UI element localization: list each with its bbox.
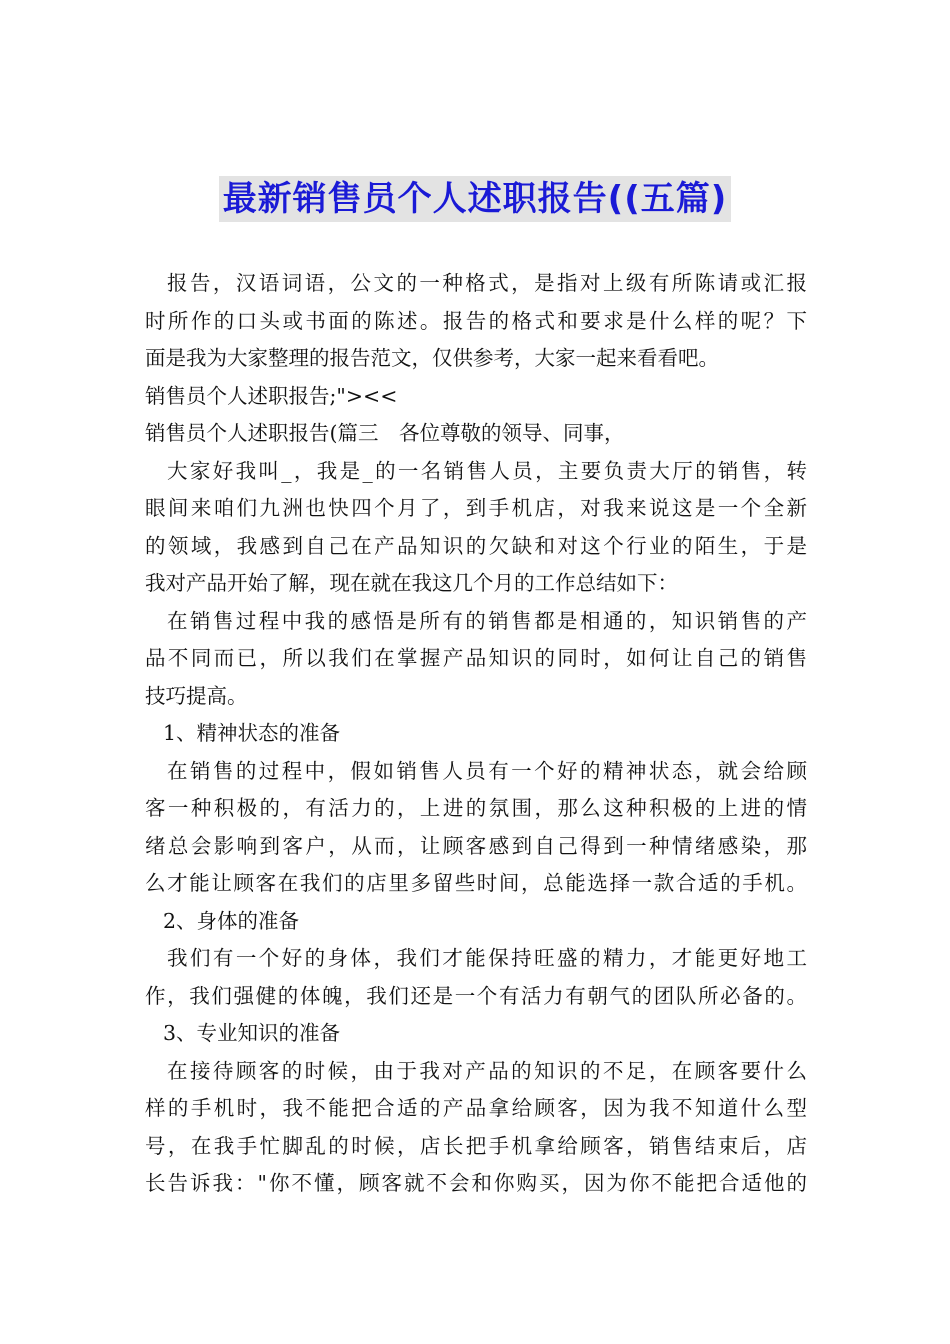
text-line: 样的手机时，我不能把合适的产品拿给顾客，因为我不知道什么型	[145, 1096, 807, 1120]
document-title: 最新销售员个人述职报告((五篇)	[219, 176, 732, 222]
text-line: 我们有一个好的身体，我们才能保持旺盛的精力，才能更好地工	[167, 946, 807, 970]
text-line: 绪总会影响到客户，从而，让顾客感到自己得到一种情绪感染，那	[145, 833, 807, 858]
text-line: 作，我们强健的体魄，我们还是一个有活力有朝气的团队所必备的。	[145, 983, 807, 1008]
text-line: 号，在我手忙脚乱的时候，店长把手机拿给顾客，销售结束后，店	[145, 1133, 807, 1158]
text-line: 2、身体的准备	[163, 908, 300, 933]
text-line: 技巧提高。	[145, 683, 248, 708]
text-line: 大家好我叫_，我是_的一名销售人员，主要负责大厅的销售，转	[167, 458, 807, 483]
text-line: 报告，汉语词语，公文的一种格式，是指对上级有所陈请或汇报	[167, 271, 807, 295]
text-line: 3、专业知识的准备	[163, 1021, 341, 1045]
text-line: 在接待顾客的时候，由于我对产品的知识的不足，在顾客要什么	[167, 1058, 807, 1083]
text-line: 客一种积极的，有活力的，上进的氛围，那么这种积极的上进的情	[145, 796, 807, 820]
text-line: 面是我为大家整理的报告范文，仅供参考，大家一起来看看吧。	[145, 346, 719, 370]
text-line: 在销售的过程中，假如销售人员有一个好的精神状态，就会给顾	[167, 758, 807, 783]
text-line: 1、精神状态的准备	[163, 721, 341, 745]
text-line: 的领域，我感到自己在产品知识的欠缺和对这个行业的陌生，于是	[145, 533, 807, 558]
text-line: 么才能让顾客在我们的店里多留些时间，总能选择一款合适的手机。	[145, 871, 807, 895]
text-line: 销售员个人述职报告;"><<	[145, 383, 398, 408]
text-line: 眼间来咱们九洲也快四个月了，到手机店，对我来说这是一个全新	[145, 496, 807, 520]
text-line: 我对产品开始了解，现在就在我这几个月的工作总结如下：	[145, 571, 678, 595]
document-body	[145, 265, 807, 1203]
text-line: 销售员个人述职报告(篇三 各位尊敬的领导、同事，	[145, 421, 625, 445]
text-line: 品不同而已，所以我们在掌握产品知识的同时，如何让自己的销售	[145, 646, 807, 670]
text-line: 在销售过程中我的感悟是所有的销售都是相通的，知识销售的产	[167, 608, 807, 633]
text-line: 长告诉我："你不懂，顾客就不会和你购买，因为你不能把合适他的	[145, 1171, 807, 1195]
text-line: 时所作的口头或书面的陈述。报告的格式和要求是什么样的呢？下	[145, 308, 807, 333]
title-container	[0, 176, 950, 222]
